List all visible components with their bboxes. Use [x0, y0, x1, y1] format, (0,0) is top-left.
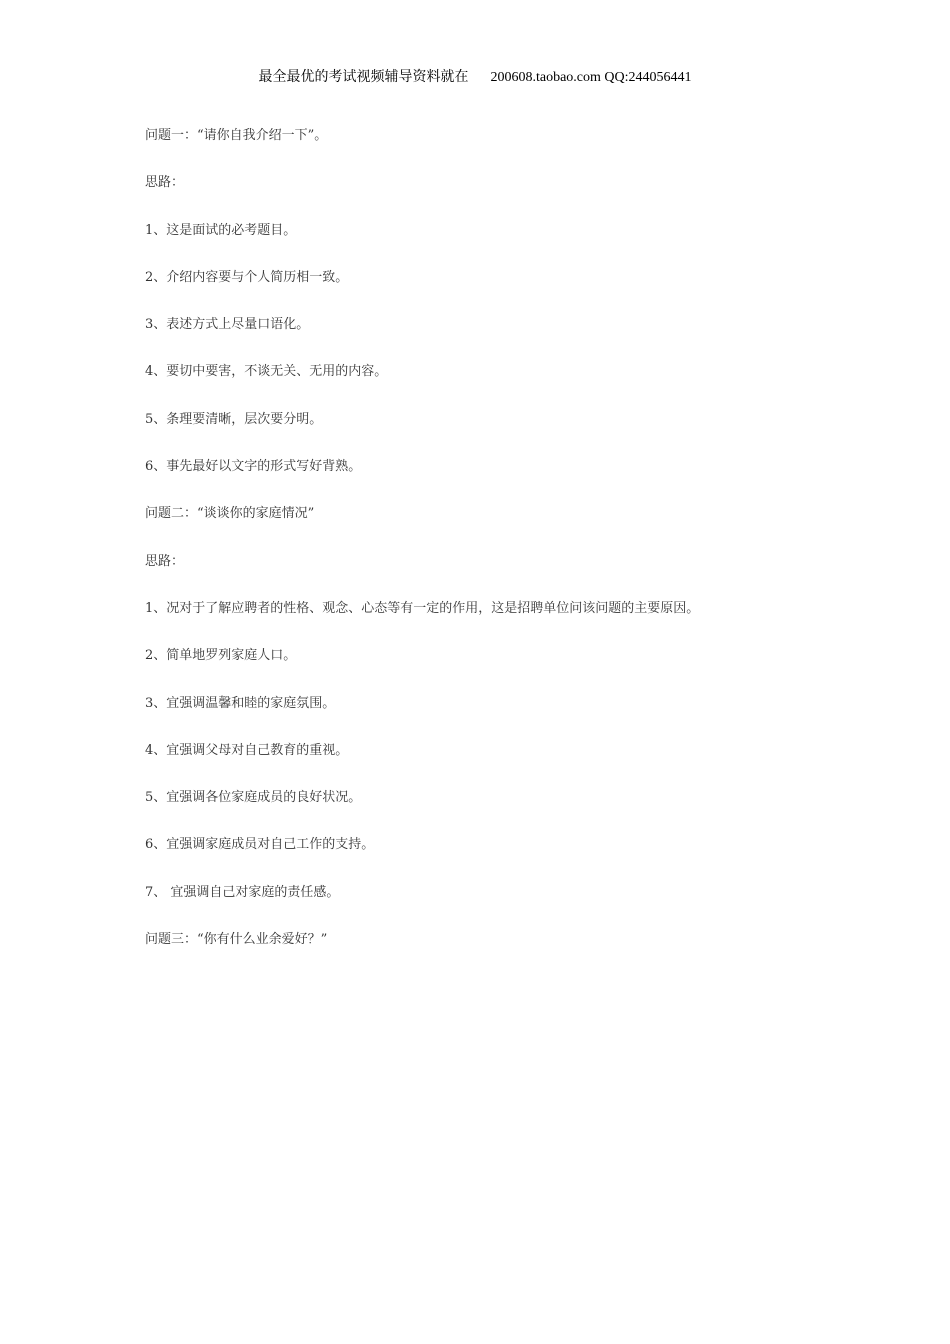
- list-item: 6、宜强调家庭成员对自己工作的支持。: [145, 837, 375, 853]
- list-item: 4、宜强调父母对自己教育的重视。: [145, 742, 349, 758]
- document-body: [145, 126, 845, 977]
- list-item: 2、介绍内容要与个人简历相一致。: [145, 269, 349, 285]
- question-1-title: 问题一：“请你自我介绍一下”。: [145, 128, 328, 143]
- list-item: 5、条理要清晰，层次要分明。: [145, 411, 323, 427]
- list-item: 4、要切中要害，不谈无关、无用的内容。: [145, 364, 388, 380]
- thinking-label: 思路：: [145, 175, 185, 191]
- list-item: 3、宜强调温馨和睦的家庭氛围。: [145, 695, 336, 711]
- page-header: [0, 66, 950, 86]
- header-contact-text: 200608.taobao.com QQ:244056441: [490, 70, 692, 85]
- question-3-title: 问题三：“你有什么业余爱好？”: [145, 932, 328, 948]
- list-item: 3、表述方式上尽量口语化。: [145, 317, 310, 333]
- header-promo-text: 最全最优的考试视频辅导资料就在: [258, 70, 469, 85]
- list-item: 5、宜强调各位家庭成员的良好状况。: [145, 790, 362, 806]
- list-item: 1、这是面试的必考题目。: [145, 222, 297, 238]
- list-item: 2、简单地罗列家庭人口。: [145, 648, 297, 664]
- list-item: 7、 宜强调自己对家庭的责任感。: [145, 884, 340, 900]
- thinking-label: 思路：: [145, 553, 185, 569]
- list-item: 1、况对于了解应聘者的性格、观念、心态等有一定的作用，这是招聘单位问该问题的主要原因。: [145, 600, 700, 616]
- question-2-title: 问题二：“谈谈你的家庭情况”: [145, 506, 315, 522]
- list-item: 6、事先最好以文字的形式写好背熟。: [145, 459, 362, 475]
